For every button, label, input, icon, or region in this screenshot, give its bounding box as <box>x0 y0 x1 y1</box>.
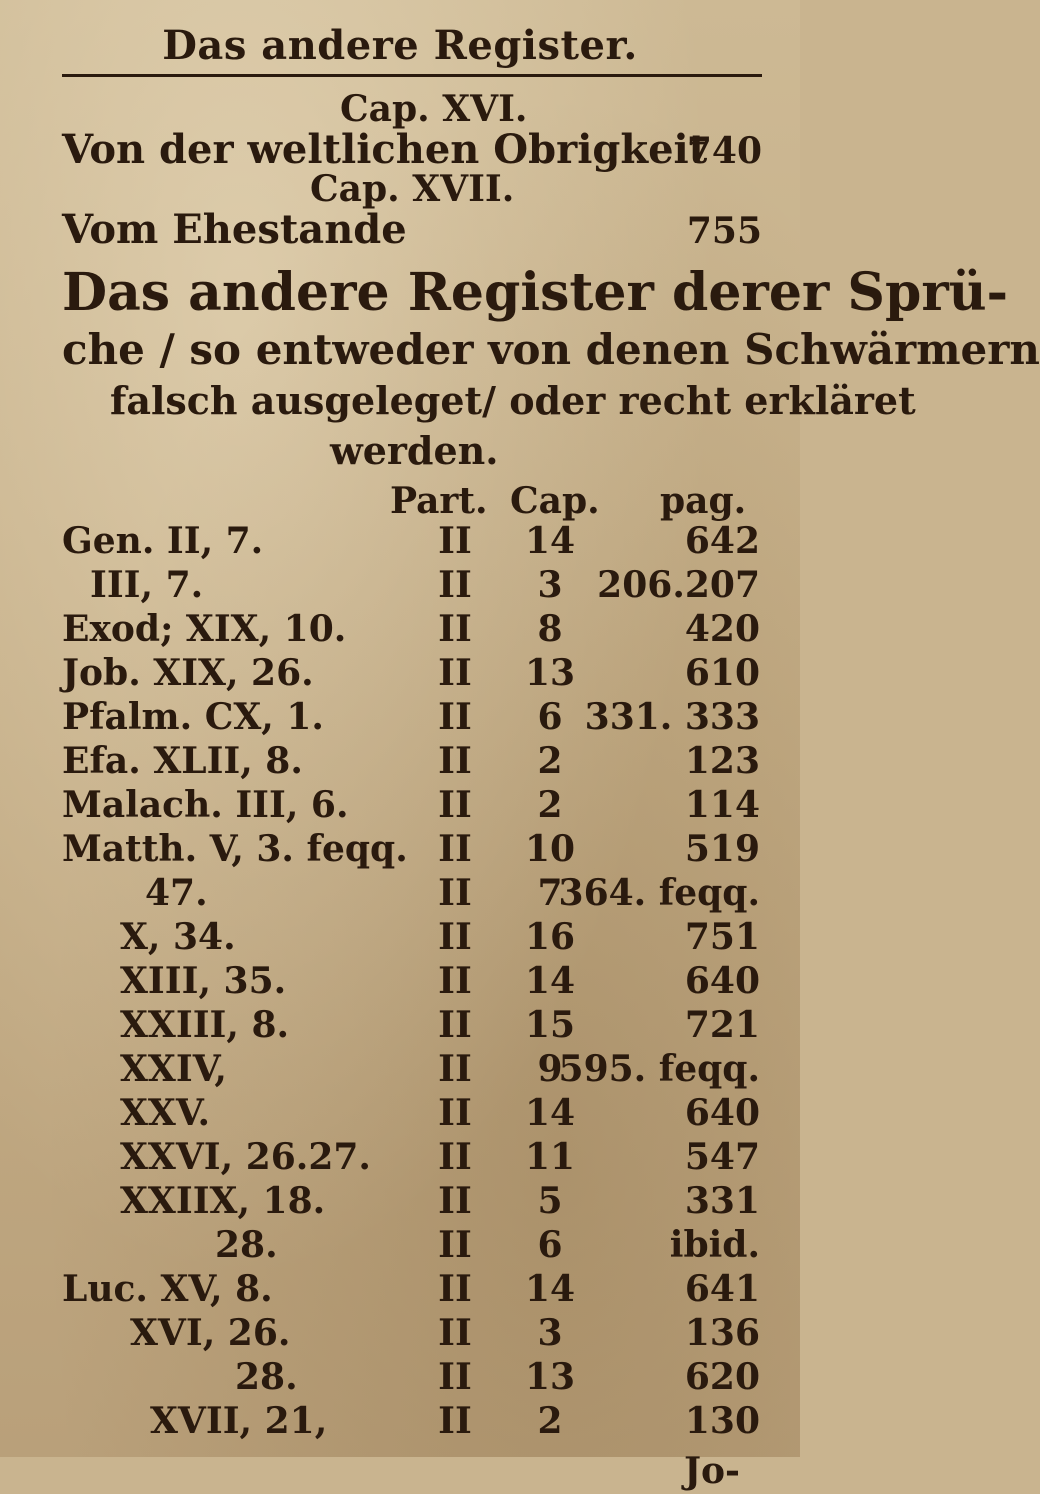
chapter-number: 7 <box>537 872 563 914</box>
table-row <box>0 1312 800 1356</box>
scripture-reference: Job. XIX, 26. <box>62 652 314 694</box>
chapter-title: Vom Ehestande <box>62 206 407 253</box>
table-row <box>0 1048 800 1092</box>
part-number: II <box>438 872 472 914</box>
part-number: II <box>438 1268 472 1310</box>
scripture-reference: Gen. II, 7. <box>62 520 264 562</box>
chapter-number: 5 <box>537 1180 563 1222</box>
scripture-reference: XXV. <box>120 1092 211 1134</box>
page-number: 721 <box>684 1004 760 1046</box>
scripture-reference: Matth. V, 3. feqq. <box>62 828 408 870</box>
chapter-number: 6 <box>537 696 563 738</box>
part-number: II <box>438 652 472 694</box>
section-heading: falsch ausgeleget/ oder recht erkläret <box>110 378 916 423</box>
page-number: 610 <box>684 652 760 694</box>
scripture-reference: Exod; XIX, 10. <box>62 608 347 650</box>
scripture-reference: XVII, 21, <box>150 1400 328 1442</box>
page-number: 641 <box>684 1268 760 1310</box>
section-heading: che / so entweder von denen Schwärmern <box>62 325 1040 374</box>
chapter-number: 14 <box>524 960 576 1002</box>
table-row <box>0 828 800 872</box>
table-row <box>0 1224 800 1268</box>
chapter-number: 10 <box>524 828 576 870</box>
table-row <box>0 696 800 740</box>
part-number: II <box>438 520 472 562</box>
chapter-number: Cap. XVI. <box>340 88 528 130</box>
table-row <box>0 1092 800 1136</box>
table-row <box>0 740 800 784</box>
chapter-page: 740 <box>686 130 762 172</box>
table-row <box>0 1400 800 1444</box>
chapter-number: 16 <box>524 916 576 958</box>
page-number: 206.207 <box>597 564 760 606</box>
table-row <box>0 1180 800 1224</box>
part-number: II <box>438 564 472 606</box>
table-row <box>0 652 800 696</box>
part-number: II <box>438 1180 472 1222</box>
page-number: 620 <box>684 1356 760 1398</box>
chapter-number: 3 <box>537 564 563 606</box>
part-number: II <box>438 608 472 650</box>
chapter-number: 11 <box>524 1136 576 1178</box>
chapter-number: 3 <box>537 1312 563 1354</box>
scripture-reference: 28. <box>235 1356 298 1398</box>
page-number: 136 <box>684 1312 760 1354</box>
chapter-number: 2 <box>537 1400 563 1442</box>
page-number: 130 <box>684 1400 760 1442</box>
part-number: II <box>438 1048 472 1090</box>
page-number: 519 <box>684 828 760 870</box>
part-number: II <box>438 1136 472 1178</box>
chapter-title: Von der weltlichen Obrigkeit <box>62 126 708 173</box>
page-number: 114 <box>684 784 760 826</box>
page-number: 640 <box>684 1092 760 1134</box>
scripture-reference: X, 34. <box>120 916 236 958</box>
part-number: II <box>438 1312 472 1354</box>
table-row <box>0 1136 800 1180</box>
section-heading: werden. <box>330 428 499 473</box>
scripture-reference: Efa. XLII, 8. <box>62 740 303 782</box>
part-number: II <box>438 916 472 958</box>
part-number: II <box>438 740 472 782</box>
chapter-number: 13 <box>524 652 576 694</box>
chapter-number: 14 <box>524 520 576 562</box>
catchword: Jo- <box>684 1450 740 1492</box>
scripture-reference: XIII, 35. <box>120 960 287 1002</box>
scripture-reference: Pfalm. CX, 1. <box>62 696 324 738</box>
table-row <box>0 1004 800 1048</box>
section-heading: Das andere Register derer Sprü- <box>62 262 1009 323</box>
chapter-number: 2 <box>537 740 563 782</box>
column-header-part: Part. <box>390 480 488 522</box>
table-row <box>0 1268 800 1312</box>
scripture-reference: XXVI, 26.27. <box>120 1136 371 1178</box>
chapter-number: 6 <box>537 1224 563 1266</box>
table-row <box>0 916 800 960</box>
table-row <box>0 1356 800 1400</box>
part-number: II <box>438 1092 472 1134</box>
table-row <box>0 520 800 564</box>
chapter-page: 755 <box>686 210 762 252</box>
part-number: II <box>438 1224 472 1266</box>
chapter-number: 9 <box>537 1048 563 1090</box>
part-number: II <box>438 1004 472 1046</box>
scripture-reference: Luc. XV, 8. <box>62 1268 273 1310</box>
page-number: 331 <box>684 1180 760 1222</box>
chapter-number: 13 <box>524 1356 576 1398</box>
table-row <box>0 608 800 652</box>
page-number: 642 <box>684 520 760 562</box>
scripture-reference: XXIV, <box>120 1048 227 1090</box>
chapter-number: Cap. XVII. <box>310 168 515 210</box>
column-header-cap: Cap. <box>510 480 600 522</box>
table-row <box>0 960 800 1004</box>
page-number: 123 <box>684 740 760 782</box>
page-number: 640 <box>684 960 760 1002</box>
table-row <box>0 784 800 828</box>
scripture-reference: XVI, 26. <box>130 1312 291 1354</box>
part-number: II <box>438 828 472 870</box>
part-number: II <box>438 696 472 738</box>
chapter-number: 14 <box>524 1092 576 1134</box>
page-number: ibid. <box>669 1224 760 1266</box>
catchword-row <box>0 1450 800 1494</box>
chapter-number: 15 <box>524 1004 576 1046</box>
page-number: 331. 333 <box>584 696 760 738</box>
page-number: 595. feqq. <box>558 1048 760 1090</box>
page-number: 420 <box>684 608 760 650</box>
scripture-reference: XXIII, 8. <box>120 1004 290 1046</box>
scripture-reference: 47. <box>145 872 208 914</box>
chapter-number: 8 <box>537 608 563 650</box>
page-number: 547 <box>684 1136 760 1178</box>
page-number: 751 <box>684 916 760 958</box>
scripture-reference: Malach. III, 6. <box>62 784 349 826</box>
chapter-entry <box>62 206 762 260</box>
chapter-number: 2 <box>537 784 563 826</box>
page-number: 364. feqq. <box>558 872 760 914</box>
part-number: II <box>438 960 472 1002</box>
column-header-page: pag. <box>660 480 747 522</box>
scripture-reference: III, 7. <box>90 564 204 606</box>
table-row <box>0 564 800 608</box>
part-number: II <box>438 1400 472 1442</box>
chapter-number: 14 <box>524 1268 576 1310</box>
scripture-reference: XXIIX, 18. <box>120 1180 326 1222</box>
scripture-reference: 28. <box>215 1224 278 1266</box>
table-row <box>0 872 800 916</box>
part-number: II <box>438 784 472 826</box>
part-number: II <box>438 1356 472 1398</box>
header-rule <box>62 74 762 77</box>
running-head: Das andere Register. <box>162 22 638 69</box>
